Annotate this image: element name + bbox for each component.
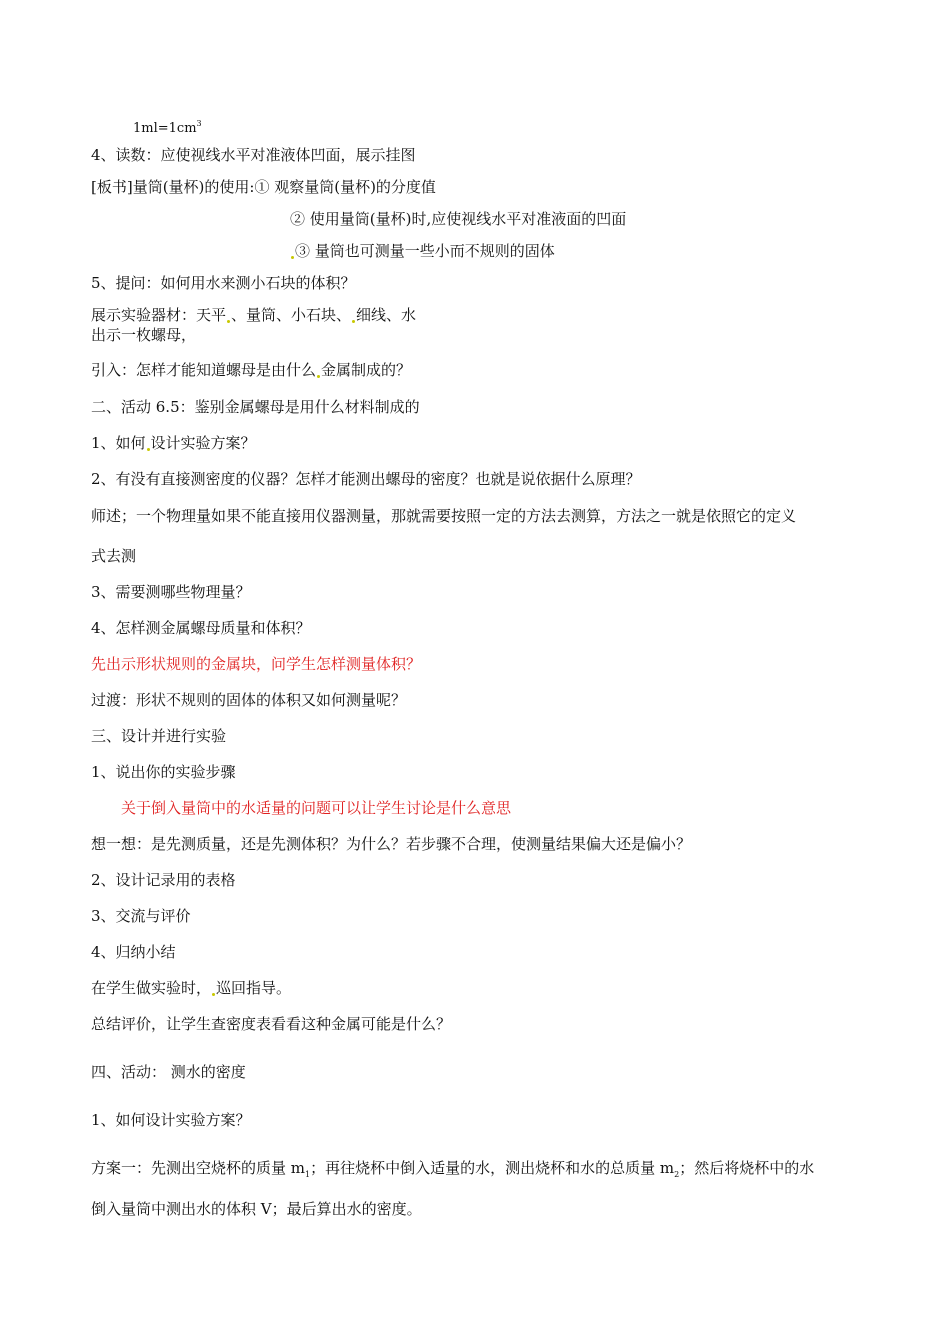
section-heading-3: 三、设计并进行实验 bbox=[91, 727, 227, 745]
item-1-text-a: 1、如何 bbox=[91, 434, 146, 452]
red-note-1: 先出示形状规则的金属块，问学生怎样测量体积？ bbox=[91, 655, 422, 673]
plan-text-a: 方案一：先测出空烧杯的质量 m bbox=[91, 1159, 305, 1177]
transition-line: 过渡：形状不规则的固体的体积又如何测量呢？ bbox=[91, 691, 407, 709]
intro-text-a: 引入：怎样才能知道螺母是由什么 bbox=[91, 361, 317, 379]
plan-text-c: ；然后将烧杯中的水 bbox=[679, 1159, 815, 1177]
show-nut-line: 出示一枚螺母， bbox=[91, 326, 197, 344]
guidance-text-b: 巡回指导。 bbox=[216, 979, 292, 997]
marker-dot bbox=[291, 256, 294, 259]
plan-text-b: ；再往烧杯中倒入适量的水，测出烧杯和水的总质量 m bbox=[310, 1159, 675, 1177]
plan-subscript-1: 1 bbox=[305, 1170, 311, 1179]
activity-item-1: 1、如何设计实验方案？ bbox=[91, 1111, 251, 1129]
section-heading-4: 四、活动： 测水的密度 bbox=[91, 1063, 246, 1081]
marker-dot bbox=[352, 320, 355, 323]
item-2: 2、有没有直接测密度的仪器？怎样才能测出螺母的密度？也就是说依据什么原理？ bbox=[91, 470, 641, 488]
guidance-line bbox=[91, 978, 291, 998]
think-line: 想一想：是先测质量，还是先测体积？为什么？若步骤不合理，使测量结果偏大还是偏小？ bbox=[91, 835, 692, 853]
equipment-text-c: 细线、水 bbox=[356, 306, 417, 324]
plan-one-line bbox=[91, 1158, 814, 1185]
plan-subscript-2: 2 bbox=[674, 1170, 680, 1179]
blackboard-point-2: ② 使用量筒(量杯)时,应使视线水平对准液面的凹面 bbox=[290, 210, 627, 228]
section-heading-2: 二、活动 6.5：鉴别金属螺母是用什么材料制成的 bbox=[91, 398, 420, 416]
equipment-text-b: 、量筒、小石块、 bbox=[231, 306, 352, 324]
marker-dot bbox=[227, 320, 230, 323]
step-3: 3、交流与评价 bbox=[91, 907, 191, 925]
teacher-statement-cont: 式去测 bbox=[91, 547, 137, 565]
item-3: 3、需要测哪些物理量？ bbox=[91, 583, 251, 601]
marker-dot bbox=[212, 993, 215, 996]
teacher-statement: 师述；一个物理量如果不能直接用仪器测量，那就需要按照一定的方法去测算，方法之一就是依照它的定义 bbox=[91, 507, 797, 525]
item-1-text-b: 设计实验方案？ bbox=[150, 434, 256, 452]
plan-one-cont: 倒入量筒中测出水的体积 V；最后算出水的密度。 bbox=[91, 1200, 422, 1218]
equation-text: 1ml=1cm bbox=[133, 121, 197, 136]
unit-equation bbox=[133, 114, 202, 139]
equation-superscript: 3 bbox=[196, 119, 202, 128]
equipment-line bbox=[91, 305, 416, 325]
equipment-text-a: 展示实验器材：天平 bbox=[91, 306, 227, 324]
reading-step: 4、读数：应使视线水平对准液体凹面，展示挂图 bbox=[91, 146, 416, 164]
guidance-text-a: 在学生做实验时， bbox=[91, 979, 212, 997]
blackboard-point-3-text: ③ 量筒也可测量一些小而不规则的固体 bbox=[295, 242, 555, 260]
item-1 bbox=[91, 433, 256, 453]
intro-line bbox=[91, 360, 411, 380]
blackboard-heading: [板书]量筒(量杯)的使用:① 观察量筒(量杯)的分度值 bbox=[91, 178, 436, 196]
marker-dot bbox=[317, 375, 320, 378]
summary-line: 总结评价，让学生查密度表看看这种金属可能是什么？ bbox=[91, 1015, 452, 1033]
blackboard-point-3 bbox=[290, 241, 555, 261]
marker-dot bbox=[147, 448, 150, 451]
intro-text-b: 金属制成的？ bbox=[321, 361, 412, 379]
step-4: 4、归纳小结 bbox=[91, 943, 176, 961]
item-4: 4、怎样测金属螺母质量和体积？ bbox=[91, 619, 311, 637]
question-step-5: 5、提问：如何用水来测小石块的体积？ bbox=[91, 274, 356, 292]
step-1: 1、说出你的实验步骤 bbox=[91, 763, 236, 781]
red-note-2: 关于倒入量筒中的水适量的问题可以让学生讨论是什么意思 bbox=[121, 799, 512, 817]
step-2: 2、设计记录用的表格 bbox=[91, 871, 236, 889]
